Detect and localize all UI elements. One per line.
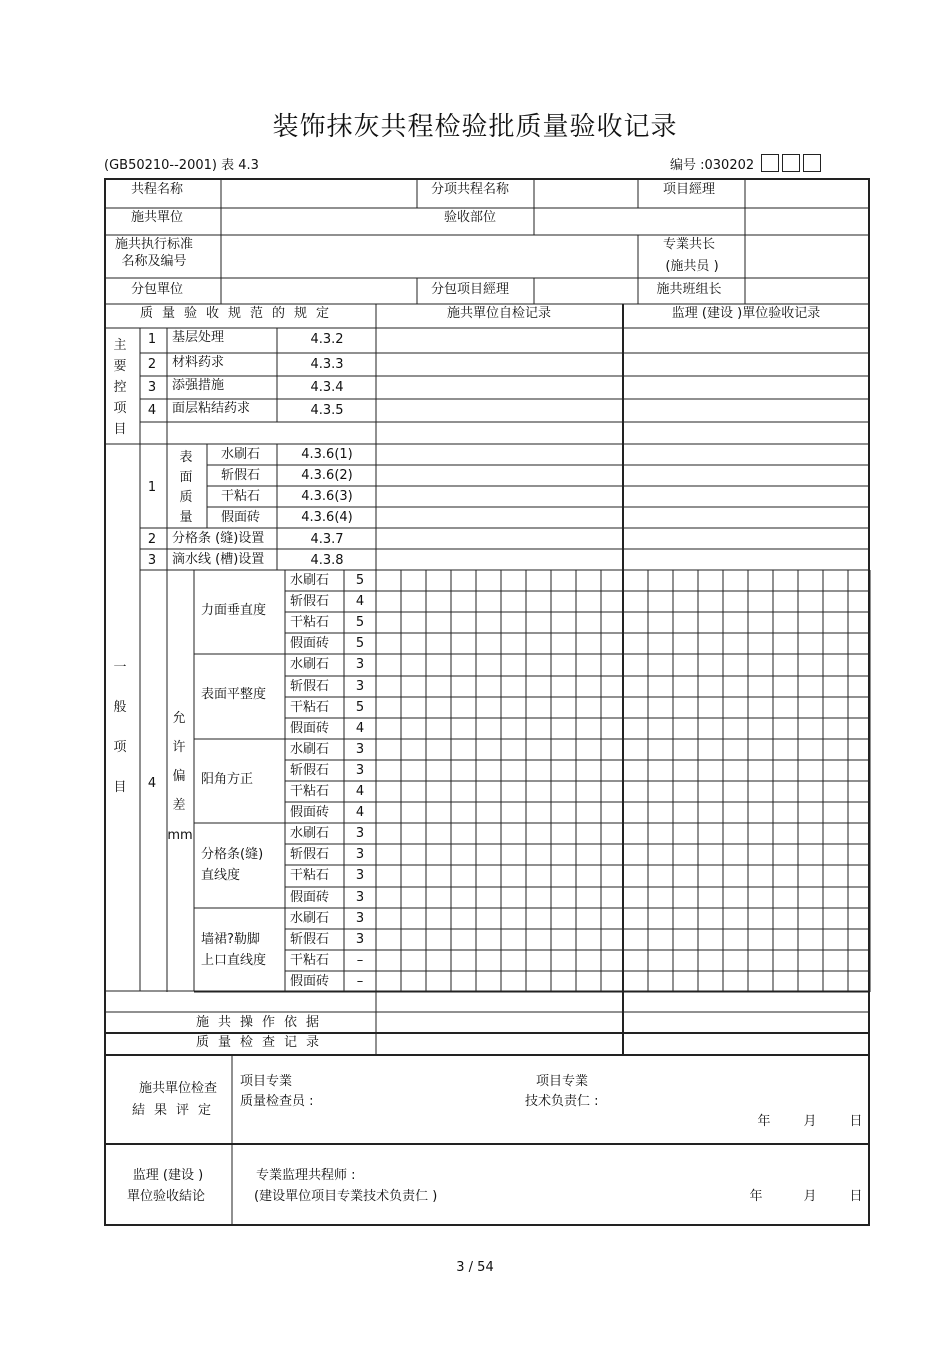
tolerance-value: 4 [355, 721, 365, 736]
code-box-2[interactable] [782, 154, 800, 172]
tolerance-value: – [356, 974, 364, 989]
tolerance-value: 5 [355, 700, 365, 715]
tolerance-value: 3 [355, 847, 365, 862]
tolerance-label-char: 偏 [172, 769, 186, 784]
supervision-column-header: 监理 (建设 )單位验收记录 [671, 306, 821, 321]
main-item-number: 1 [147, 332, 157, 347]
tolerance-value: 3 [355, 763, 365, 778]
surface-quality-label-char: 表 [179, 450, 193, 465]
tolerance-value: 5 [355, 636, 365, 651]
tolerance-type: 干粘石 [290, 953, 330, 968]
project-name-label: 共程名称 [130, 182, 184, 197]
tolerance-value: 4 [355, 594, 365, 609]
tolerance-type: 水刷石 [290, 911, 330, 926]
surface-clause: 4.3.6(4) [301, 510, 353, 525]
contractor-eval-label-2: 結果评定 [131, 1103, 221, 1118]
tolerance-type: 水刷石 [290, 742, 330, 757]
contractor-date-month: 月 [803, 1114, 817, 1129]
tolerance-item-name: 墙裙?勒脚 [201, 931, 260, 947]
tolerance-value: 3 [355, 826, 365, 841]
supervision-eval-label-2: 單位验收結论 [126, 1189, 206, 1204]
surface-clause: 4.3.6(1) [301, 447, 353, 462]
code-box-3[interactable] [803, 154, 821, 172]
tolerance-type: 水刷石 [290, 826, 330, 841]
tolerance-value: 3 [355, 868, 365, 883]
main-item-clause: 4.3.2 [310, 332, 344, 347]
tolerance-type: 斩假石 [290, 932, 330, 947]
exec-standard-label: 施共执行标准 [114, 237, 194, 252]
surface-quality-label-char: 质 [179, 490, 193, 505]
contractor-eval-label: 施共單位检查 [138, 1081, 218, 1096]
page-number: 3 / 54 [456, 1260, 494, 1275]
general-item-name: 滴水线 (槽)设置 [172, 552, 265, 567]
general-items-label-char: 般 [113, 700, 127, 715]
tolerance-value: 3 [355, 890, 365, 905]
quality-record-label: 质量检查记录 [195, 1035, 329, 1050]
inspector-label: 项目专業 [240, 1074, 293, 1089]
supervision-date-month: 月 [803, 1189, 817, 1204]
sub-project-name-label: 分项共程名称 [430, 182, 510, 197]
general-items-label-char: 目 [113, 780, 127, 795]
main-items-label-char: 项 [113, 401, 127, 416]
general-item-clause: 4.3.7 [310, 532, 344, 547]
tolerance-type: 干粘石 [290, 868, 330, 883]
supervision-engineer-label: 专業监理共程师 : [256, 1168, 356, 1183]
self-check-column-header: 施共單位自检记录 [446, 306, 552, 321]
tolerance-type: 干粘石 [290, 615, 330, 630]
surface-type: 干粘石 [221, 489, 261, 504]
general-items-label-char: 项 [113, 740, 127, 755]
main-item-clause: 4.3.4 [310, 380, 344, 395]
main-item-number: 3 [147, 380, 157, 395]
tolerance-label-char: 许 [172, 740, 186, 755]
exec-standard-label-2: 名称及编号 [121, 254, 187, 269]
tolerance-value: 3 [355, 657, 365, 672]
tolerance-value: 5 [355, 615, 365, 630]
tolerance-value: – [356, 953, 364, 968]
tolerance-value: 4 [355, 784, 365, 799]
tolerance-type: 水刷石 [290, 657, 330, 672]
standard-reference: (GB50210--2001) 表 4.3 [104, 158, 259, 173]
tolerance-item-name: 力面垂直度 [201, 603, 267, 618]
tolerance-item-name: 上口直线度 [201, 952, 267, 968]
tolerance-value: 3 [355, 679, 365, 694]
form-code-label: 编号 :030202 [670, 158, 755, 173]
tolerance-type: 干粘石 [290, 784, 330, 799]
foreman-label: 专業共长 [662, 237, 716, 252]
construction-basis-label: 施共操作依据 [195, 1015, 329, 1030]
general-item-clause: 4.3.8 [310, 553, 344, 568]
contractor-date-year: 年 [757, 1114, 771, 1129]
main-items-label-char: 主 [113, 338, 127, 353]
main-item-name: 面层粘结药求 [172, 401, 251, 416]
tolerance-type: 斩假石 [290, 679, 330, 694]
tolerance-type: 斩假石 [290, 763, 330, 778]
tolerance-item-name: 直线度 [201, 868, 241, 884]
main-items-label-char: 目 [113, 422, 127, 437]
main-item-name: 添强措施 [172, 378, 225, 393]
construction-unit-label: 施共單位 [130, 210, 184, 225]
general-item-name: 分格条 (缝)设置 [172, 531, 265, 546]
surface-type: 斩假石 [221, 468, 261, 483]
main-item-number: 2 [147, 357, 157, 372]
surface-quality-label-char: 面 [179, 470, 193, 485]
main-item-clause: 4.3.5 [310, 403, 344, 418]
surface-quality-label-char: 量 [179, 510, 193, 525]
general-items-label-char: 一 [113, 660, 127, 675]
tolerance-value: 3 [355, 932, 365, 947]
tech-lead-label: 项目专業 [536, 1074, 589, 1089]
code-box-1[interactable] [761, 154, 779, 172]
main-item-clause: 4.3.3 [310, 357, 344, 372]
sub-pm-label: 分包项目經理 [430, 282, 510, 297]
main-item-number: 4 [147, 403, 157, 418]
tolerance-value: 3 [355, 742, 365, 757]
tolerance-type: 假面砖 [290, 890, 330, 905]
tolerance-type: 水刷石 [290, 573, 330, 588]
tolerance-value: 3 [355, 911, 365, 926]
supervision-date-year: 年 [749, 1189, 763, 1204]
acceptance-part-label: 验收部位 [443, 210, 497, 225]
contractor-date-day: 日 [849, 1114, 863, 1129]
tolerance-value: 4 [355, 805, 365, 820]
tolerance-unit: mm [167, 828, 193, 843]
form-code [670, 154, 821, 173]
tolerance-label-char: 差 [172, 798, 186, 813]
subcontractor-label: 分包單位 [130, 282, 184, 297]
general-item-number: 3 [147, 553, 157, 568]
tolerance-number: 4 [147, 776, 157, 791]
inspector-label-2: 质量检查员 : [240, 1094, 314, 1109]
tolerance-value: 5 [355, 573, 365, 588]
supervision-date-day: 日 [849, 1189, 863, 1204]
tolerance-type: 假面砖 [290, 974, 330, 989]
owner-tech-lead-label: (建设單位项目专業技术负责仁 ) [254, 1189, 438, 1204]
surface-type: 水刷石 [221, 447, 261, 462]
tolerance-type: 假面砖 [290, 721, 330, 736]
tech-lead-label-2: 技术负责仁 : [525, 1094, 599, 1109]
project-manager-label: 项目經理 [662, 182, 716, 197]
surface-quality-number: 1 [147, 480, 157, 495]
main-items-label-char: 控 [113, 380, 127, 395]
surface-clause: 4.3.6(3) [301, 489, 353, 504]
surface-type: 假面砖 [221, 510, 261, 525]
main-item-name: 材料药求 [172, 355, 225, 370]
spec-column-header: 质量验收规范的规定 [139, 306, 339, 321]
surface-clause: 4.3.6(2) [301, 468, 353, 483]
tolerance-item-name: 阳角方正 [201, 771, 254, 787]
main-item-name: 基层处理 [172, 330, 225, 345]
tolerance-item-name: 表面平整度 [201, 687, 267, 703]
tolerance-type: 假面砖 [290, 805, 330, 820]
general-item-number: 2 [147, 532, 157, 547]
tolerance-type: 干粘石 [290, 700, 330, 715]
document-title: 装饰抹灰共程检验批质量验收记录 [272, 112, 678, 142]
foreman-label-2: (施共员 ) [665, 259, 719, 274]
tolerance-type: 斩假石 [290, 594, 330, 609]
supervision-eval-label: 监理 (建设 ) [132, 1168, 204, 1183]
tolerance-item-name: 分格条(缝) [201, 847, 264, 863]
tolerance-type: 假面砖 [290, 636, 330, 651]
tolerance-type: 斩假石 [290, 847, 330, 862]
tolerance-label-char: 允 [172, 711, 186, 726]
team-leader-label: 施共班组长 [656, 282, 722, 297]
main-items-label-char: 要 [113, 359, 127, 374]
